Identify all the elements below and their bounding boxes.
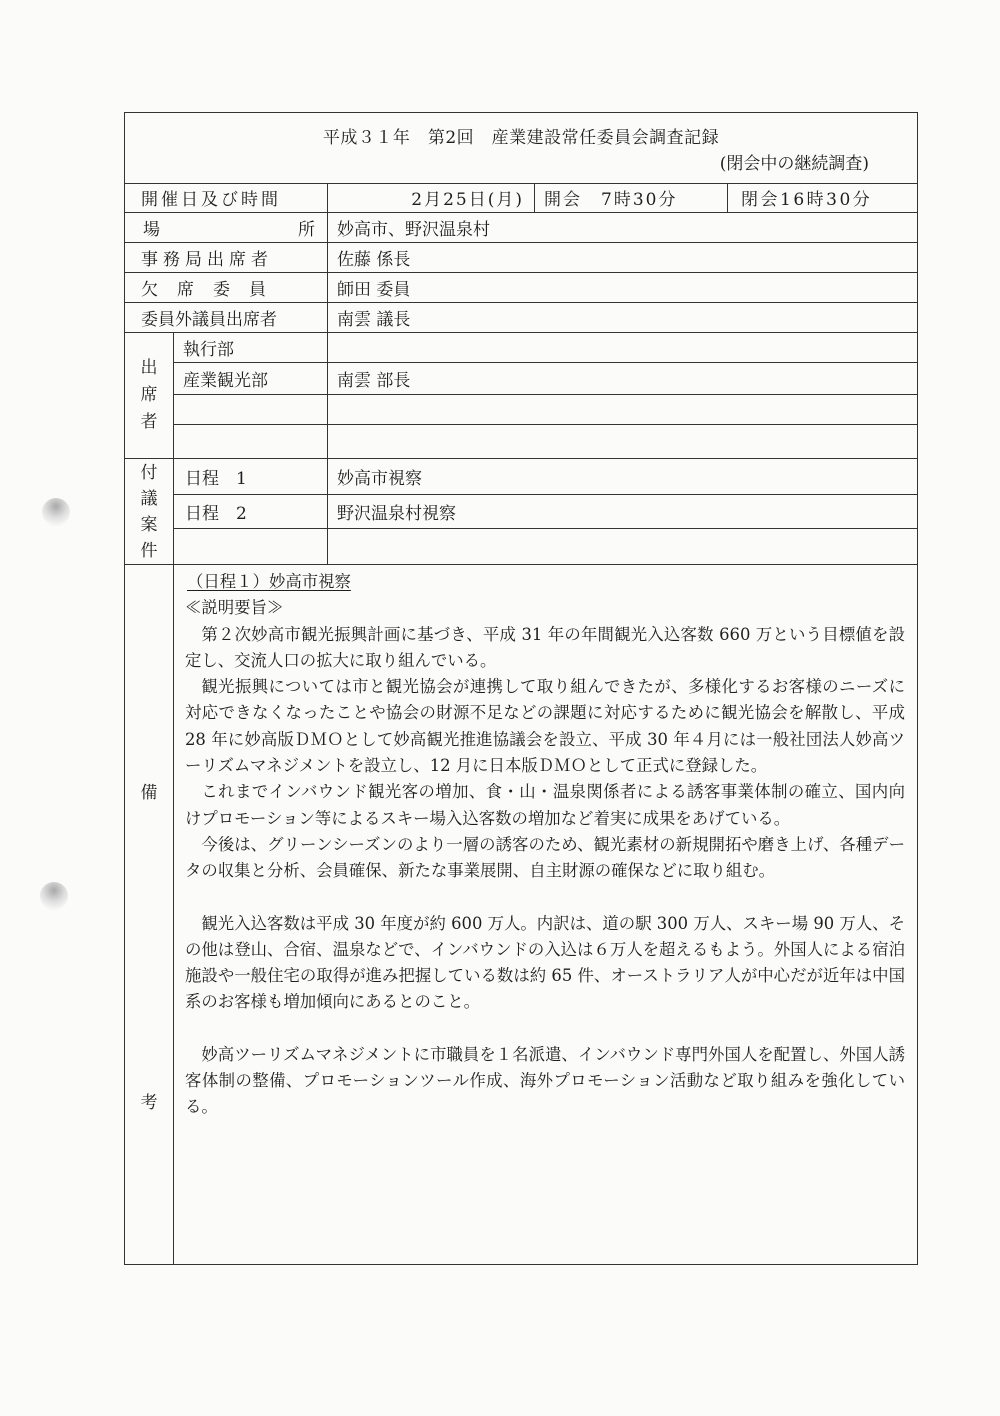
attendee-dept [173, 425, 327, 458]
committee-record-form [124, 112, 918, 1265]
label-secretariat-text: 事務局出席者 [141, 250, 273, 270]
row-secretariat [125, 243, 917, 273]
label-secretariat [125, 243, 327, 272]
attendee-name-text: 南雲 部長 [337, 371, 411, 391]
remarks-label [125, 565, 173, 1264]
attendee-name [327, 425, 917, 458]
remarks-paragraph-visitors: 観光入込客数は平成 30 年度が約 600 万人。内訳は、道の駅 300 万人、スキー場 90 万人、その他は登山、合宿、温泉などで、インバウンドの入込は６万人を超えるもよう。外国人による宿泊施設や一般住宅の取得が進み把握している数は約 65 件、オーストラリア人が中心だが近年は中国系のお客様も増加傾向にあるとのこと。 [185, 913, 905, 1012]
agenda-item [173, 459, 327, 494]
absent-value-text: 師田 委員 [337, 280, 411, 300]
title-block [125, 113, 917, 184]
label-date-time [125, 183, 327, 212]
punch-hole-top [42, 498, 70, 526]
remarks-content [173, 565, 917, 1264]
close-time-text: 閉会16時30分 [741, 190, 873, 210]
place-value [327, 213, 917, 242]
remarks-paragraph: 観光振興については市と観光協会が連携して取り組んできたが、多様化するお客様のニーズに対応できなくなったことや協会の財源不足などの課題に対応するために観光協会を解散し、平成 28 年に妙高版ＤＭＯとして妙高観光推進協議会を設立、平成 30 年４月には一般社団法人妙高ツーリズムマネジメントを設立し、12 月に日本版ＤＭＯとして正式に登録した。 [185, 677, 905, 776]
remarks-paragraph: これまでインバウンド観光客の増加、食・山・温泉関係者による誘客事業体制の確立、国内向けプロモーション等によるスキー場入込客数の増加など着実に成果をあげている。 [185, 782, 905, 828]
punch-hole-bottom [40, 882, 68, 910]
label-place-a: 場 [143, 220, 160, 240]
agenda-item [173, 495, 327, 528]
secretariat-value [327, 243, 917, 272]
outside-members-value [327, 303, 917, 332]
remarks-paragraph: 今後は、グリーンシーズンのより一層の誘客のため、観光素材の新規開拓や磨き上げ、各種データの収集と分析、会員確保、新たな事業展開、自主財源の確保などに取り組む。 [185, 834, 905, 881]
agenda-subject [327, 529, 917, 564]
label-place [125, 213, 327, 242]
attendee-row [173, 395, 917, 425]
remarks-paragraph: 第２次妙高市観光振興計画に基づき、平成 31 年の年間観光入込客数 660 万という目標値を設定し、交流人口の拡大に取り組んでいる。 [185, 624, 905, 670]
attendee-name [327, 333, 917, 362]
agenda-subject-text: 野沢温泉村視察 [337, 504, 456, 524]
remarks-label-bottom: 考 [140, 1093, 158, 1113]
attendee-name [327, 363, 917, 394]
attendees-label-char: 席 [140, 385, 158, 405]
label-place-b: 所 [298, 220, 315, 240]
remarks-subheading: ≪説明要旨≫ [185, 598, 284, 618]
attendee-row [173, 363, 917, 395]
document-subtitle: (閉会中の継続調査) [719, 154, 869, 174]
agenda-subject [327, 495, 917, 528]
document-title: 平成３１年 第2回 産業建設常任委員会調査記録 [322, 128, 720, 148]
open-time [534, 183, 727, 212]
row-place [125, 213, 917, 243]
attendee-dept [173, 363, 327, 394]
agenda-label-char: 議 [140, 488, 158, 509]
agenda-row [173, 495, 917, 529]
attendees-label-char: 出 [140, 358, 158, 378]
agenda-label-char: 付 [140, 462, 158, 483]
label-absent [125, 273, 327, 302]
agenda-item-text: 日程 1 [185, 469, 247, 489]
label-outside-members-text: 委員外議員出席者 [141, 310, 277, 330]
attendee-row [173, 333, 917, 363]
attendee-dept-text: 執行部 [183, 340, 234, 360]
row-absent [125, 273, 917, 303]
place-value-text: 妙高市、野沢温泉村 [337, 220, 490, 240]
agenda-item [173, 529, 327, 564]
attendee-dept [173, 395, 327, 424]
agenda-subject [327, 459, 917, 494]
agenda-label-char: 案 [140, 514, 158, 535]
agenda-row [173, 459, 917, 495]
attendees-block [125, 333, 917, 459]
date-value [327, 183, 534, 212]
agenda-row [173, 529, 917, 564]
attendee-dept-text: 産業観光部 [183, 371, 268, 391]
absent-value [327, 273, 917, 302]
attendee-row [173, 425, 917, 458]
remarks-heading: （日程１）妙高市視察 [187, 572, 351, 591]
label-absent-text: 欠 席 委 員 [141, 280, 267, 300]
attendees-group-label [125, 333, 173, 458]
agenda-subject-text: 妙高市視察 [337, 469, 422, 489]
agenda-block [125, 459, 917, 565]
remarks-paragraph-dmo: 妙高ツーリズムマネジメントに市職員を１名派遣、インバウンド専門外国人を配置し、外国人誘客体制の整備、プロモーションツール作成、海外プロモーション活動など取り組みを強化している。 [185, 1044, 905, 1117]
attendees-label-char: 者 [140, 412, 158, 432]
row-date-time [125, 183, 917, 213]
open-time-text: 開会 7時30分 [544, 190, 678, 210]
agenda-item-text: 日程 2 [185, 504, 247, 524]
label-outside-members [125, 303, 327, 332]
agenda-group-label [125, 459, 173, 564]
remarks-label-top: 備 [140, 783, 158, 803]
row-outside-members [125, 303, 917, 333]
close-time [727, 183, 917, 212]
attendee-name [327, 395, 917, 424]
secretariat-value-text: 佐藤 係長 [337, 250, 411, 270]
label-date-time-text: 開催日及び時間 [141, 190, 281, 210]
attendee-dept [173, 333, 327, 362]
date-value-text: 2月25日(月) [411, 190, 524, 210]
outside-members-value-text: 南雲 議長 [337, 310, 411, 330]
agenda-label-char: 件 [140, 540, 158, 561]
